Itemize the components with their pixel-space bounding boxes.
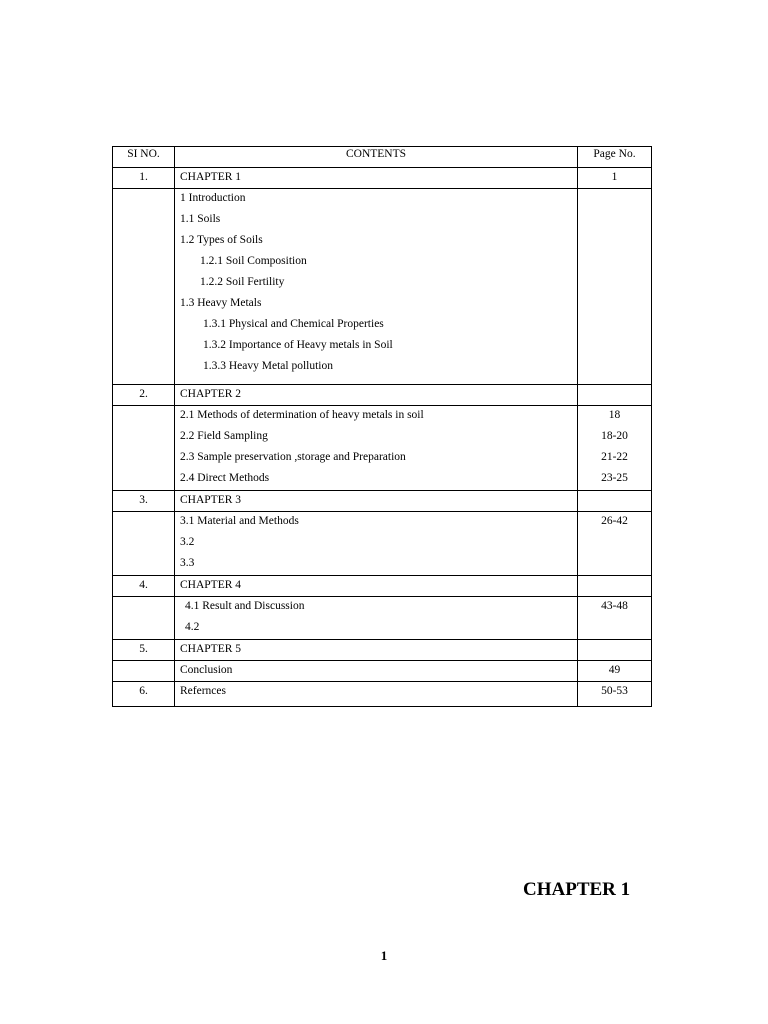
chapter-page <box>578 576 652 597</box>
header-contents: CONTENTS <box>175 147 578 168</box>
section-entry: 4.1 Result and Discussion <box>185 600 305 612</box>
section-entry: 3.1 Material and Methods <box>180 515 299 527</box>
section-page: 18 <box>608 409 621 421</box>
table-header-row <box>113 147 652 168</box>
section-pages <box>578 189 652 385</box>
sl-empty <box>113 189 175 385</box>
chapter-title: CHAPTER 4 <box>175 576 578 597</box>
section-row <box>113 189 652 385</box>
chapter-row <box>113 491 652 512</box>
sl-number: 3. <box>113 491 175 512</box>
section-row <box>113 512 652 576</box>
section-entry: Conclusion <box>180 664 233 676</box>
section-row <box>113 406 652 491</box>
section-entry: 1 Introduction <box>180 192 246 204</box>
section-entry: 1.3.1 Physical and Chemical Properties <box>203 318 384 330</box>
chapter-row <box>113 385 652 406</box>
section-page: 49 <box>608 664 621 676</box>
section-page <box>578 554 651 575</box>
section-list <box>175 189 578 385</box>
section-list <box>175 597 578 640</box>
sl-number: 5. <box>113 640 175 661</box>
section-entry: 3.3 <box>180 557 195 569</box>
section-list <box>175 512 578 576</box>
section-entry: 1.3.2 Importance of Heavy metals in Soil <box>203 339 393 351</box>
chapter-title: CHAPTER 5 <box>175 640 578 661</box>
section-entry: 2.1 Methods of determination of heavy metals in soil <box>180 409 424 421</box>
section-entry: 1.1 Soils <box>180 213 221 225</box>
chapter-page <box>578 385 652 406</box>
sl-empty <box>113 597 175 640</box>
section-entry: 2.4 Direct Methods <box>180 472 270 484</box>
section-pages <box>578 597 652 640</box>
chapter-page: 50-53 <box>578 682 652 707</box>
section-row <box>113 597 652 640</box>
section-page <box>578 533 651 554</box>
section-entry: 3.2 <box>180 536 195 548</box>
sl-number: 4. <box>113 576 175 597</box>
chapter-page: 1 <box>578 168 652 189</box>
section-entry: 2.2 Field Sampling <box>180 430 268 442</box>
chapter-heading: CHAPTER 1 <box>523 879 631 900</box>
header-page-no: Page No. <box>578 147 652 168</box>
sl-number: 1. <box>113 168 175 189</box>
header-sl-no: SI NO. <box>113 147 175 168</box>
section-page: 43-48 <box>601 600 628 612</box>
sl-number: 2. <box>113 385 175 406</box>
chapter-title: CHAPTER 3 <box>175 491 578 512</box>
section-entry: 4.2 <box>185 621 200 633</box>
section-entry: 1.3 Heavy Metals <box>180 297 262 309</box>
section-pages <box>578 661 652 682</box>
chapter-title: Refernces <box>175 682 578 707</box>
section-page: 18-20 <box>601 430 628 442</box>
table-of-contents <box>112 146 652 707</box>
section-entry: 1.2.2 Soil Fertility <box>200 276 285 288</box>
section-entry: 1.2 Types of Soils <box>180 234 263 246</box>
section-page <box>578 618 651 639</box>
section-page: 23-25 <box>601 472 628 484</box>
page-number: 1 <box>380 948 388 963</box>
chapter-row <box>113 576 652 597</box>
section-page: 26-42 <box>601 515 628 527</box>
chapter-row <box>113 682 652 707</box>
section-row <box>113 661 652 682</box>
section-entry: 1.3.3 Heavy Metal pollution <box>203 360 333 372</box>
chapter-title: CHAPTER 1 <box>175 168 578 189</box>
sl-empty <box>113 512 175 576</box>
section-list <box>175 661 578 682</box>
sl-empty <box>113 406 175 491</box>
section-pages <box>578 406 652 491</box>
section-entry: 1.2.1 Soil Composition <box>200 255 307 267</box>
section-pages <box>578 512 652 576</box>
chapter-page <box>578 491 652 512</box>
section-list <box>175 406 578 491</box>
chapter-title: CHAPTER 2 <box>175 385 578 406</box>
chapter-row <box>113 168 652 189</box>
chapter-row <box>113 640 652 661</box>
chapter-page <box>578 640 652 661</box>
sl-number: 6. <box>113 682 175 707</box>
section-page: 21-22 <box>601 451 628 463</box>
sl-empty <box>113 661 175 682</box>
section-entry: 2.3 Sample preservation ,storage and Preparation <box>180 451 406 463</box>
